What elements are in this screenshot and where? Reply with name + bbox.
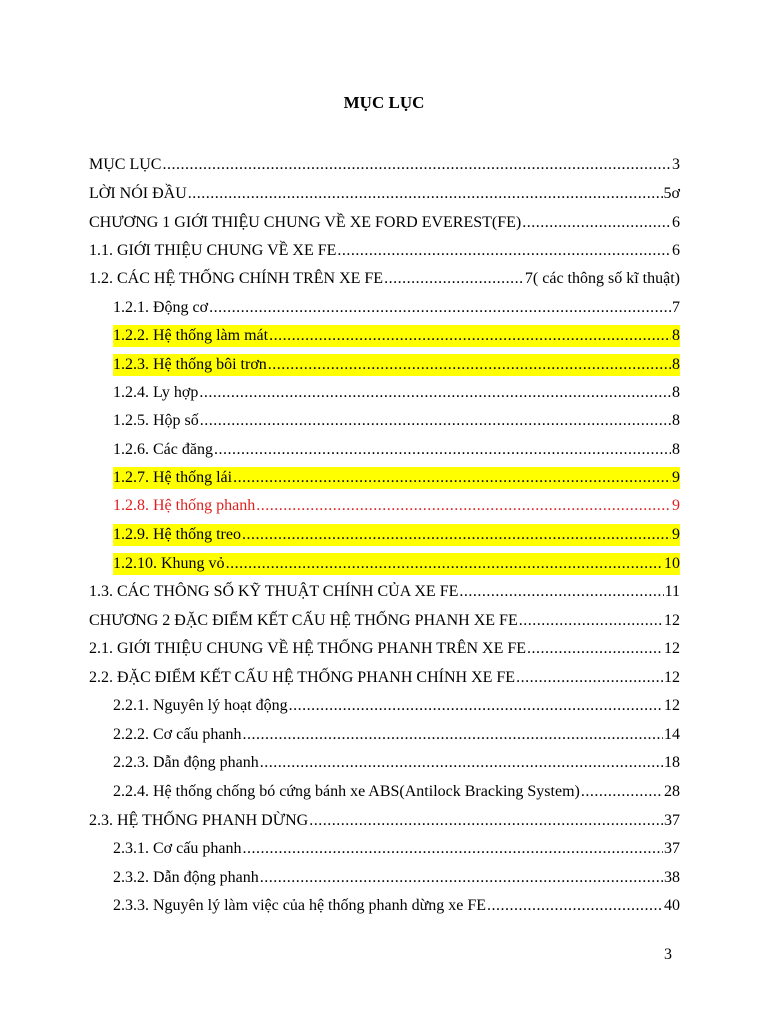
toc-entry-page: 18 <box>664 754 680 771</box>
page-number: 3 <box>664 946 672 963</box>
toc-entry-page: 10 <box>664 555 680 572</box>
toc-leader-dots <box>487 895 663 917</box>
toc-leader-dots <box>260 867 663 889</box>
toc-entry-page: 12 <box>664 697 680 714</box>
toc-entry-label: 1.1. GIỚI THIỆU CHUNG VỀ XE FE <box>89 242 337 259</box>
toc-entry-label: 2.2.3. Dẫn động phanh <box>113 754 259 771</box>
toc-entry-page: 38 <box>664 869 680 886</box>
toc-entry-label: 1.2.7. Hệ thống lái <box>113 469 233 486</box>
toc-entry-page: 7 <box>672 299 680 316</box>
toc-entry-highlighted[interactable] <box>113 553 680 575</box>
toc-leader-dots <box>260 752 663 774</box>
toc-leader-dots <box>516 667 663 689</box>
toc-entry-label: 2.1. GIỚI THIỆU CHUNG VỀ HỆ THỐNG PHANH TRÊN XE FE <box>89 640 527 657</box>
toc-entry-page: 6 <box>672 242 680 259</box>
toc-entry-label: 2.3.2. Dẫn động phanh <box>113 869 259 886</box>
toc-entry[interactable] <box>113 297 680 319</box>
toc-entry-label: 2.3.1. Cơ cấu phanh <box>113 840 242 857</box>
toc-entry-highlighted[interactable] <box>113 467 680 489</box>
toc-leader-dots <box>256 495 671 517</box>
toc-leader-dots <box>214 439 671 461</box>
toc-entry-page: 8 <box>672 356 680 373</box>
toc-entry-label: 2.2.4. Hệ thống chống bó cứng bánh xe ABS(Antilock Bracking System) <box>113 783 580 800</box>
toc-entry[interactable] <box>113 695 680 717</box>
toc-entry[interactable] <box>113 410 680 432</box>
toc-entry[interactable] <box>113 838 680 860</box>
toc-entry-highlighted[interactable] <box>113 524 680 546</box>
toc-entry-label: LỜI NÓI ĐẦU <box>89 185 187 202</box>
toc-leader-dots <box>162 154 671 176</box>
toc-leader-dots <box>581 781 663 803</box>
toc-entry-label: 1.2.6. Các đăng <box>113 441 213 458</box>
toc-entry[interactable] <box>113 781 680 803</box>
toc-entry-label: CHƯƠNG 1 GIỚI THIỆU CHUNG VỀ XE FORD EVEREST(FE) <box>89 214 522 231</box>
toc-entry-page: 5ơ <box>663 185 680 202</box>
toc-leader-dots <box>384 268 524 290</box>
toc-entry-page: 8 <box>672 327 680 344</box>
toc-entry-label: 1.2.4. Ly hợp <box>113 384 199 401</box>
toc-leader-dots <box>337 240 671 262</box>
toc-entry[interactable] <box>113 752 680 774</box>
toc-entry[interactable] <box>89 638 680 660</box>
toc-entry-page: 37 <box>664 840 680 857</box>
toc-leader-dots <box>242 524 671 546</box>
toc-entry-page: 14 <box>664 726 680 743</box>
toc-entry-page: 12 <box>664 640 680 657</box>
toc-leader-dots <box>309 810 663 832</box>
toc-entry-label: 1.2.10. Khung vỏ <box>113 555 225 572</box>
toc-leader-dots <box>289 695 663 717</box>
toc-entry[interactable] <box>89 212 680 234</box>
toc-entry-label: MỤC LỤC <box>89 156 162 173</box>
toc-leader-dots <box>242 838 663 860</box>
toc-entry-label: 2.3.3. Nguyên lý làm việc của hệ thống phanh dừng xe FE <box>113 897 487 914</box>
toc-leader-dots <box>242 724 663 746</box>
toc-entry-page: 9 <box>672 526 680 543</box>
page-title: MỤC LỤC <box>343 93 425 112</box>
toc-entry[interactable] <box>89 154 680 176</box>
toc-leader-dots <box>209 297 671 319</box>
toc-leader-dots <box>233 467 671 489</box>
toc-entry[interactable] <box>89 240 680 262</box>
toc-entry-page: 3 <box>672 156 680 173</box>
toc-entry[interactable] <box>113 724 680 746</box>
toc-entry-label: 1.2.5. Hộp số <box>113 412 199 429</box>
toc-entry-label: 1.2. CÁC HỆ THỐNG CHÍNH TRÊN XE FE <box>89 270 384 287</box>
toc-entry[interactable] <box>89 268 680 290</box>
toc-entry[interactable] <box>89 581 680 603</box>
toc-leader-dots <box>269 325 671 347</box>
toc-entry-page: 9 <box>672 469 680 486</box>
toc-leader-dots <box>226 553 663 575</box>
toc-leader-dots <box>200 410 671 432</box>
toc-entry[interactable] <box>113 895 680 917</box>
toc-entry[interactable] <box>89 667 680 689</box>
toc-entry-label: 1.3. CÁC THÔNG SỐ KỸ THUẬT CHÍNH CỦA XE FE <box>89 583 459 600</box>
toc-entry-label: 2.2.1. Nguyên lý hoạt động <box>113 697 288 714</box>
toc-entry-page: 12 <box>664 669 680 686</box>
toc-leader-dots <box>188 183 663 205</box>
toc-entry-page: 11 <box>664 583 680 600</box>
toc-entry-page: 37 <box>664 812 680 829</box>
toc-entry-page: 8 <box>672 412 680 429</box>
toc-entry-page: 6 <box>672 214 680 231</box>
toc-entry[interactable] <box>89 610 680 632</box>
toc-entry[interactable] <box>113 867 680 889</box>
toc-leader-dots <box>527 638 663 660</box>
toc-entry[interactable] <box>89 183 680 205</box>
toc-entry[interactable] <box>113 382 680 404</box>
toc-entry-page: 9 <box>672 497 680 514</box>
toc-entry-label: 2.3. HỆ THỐNG PHANH DỪNG <box>89 812 309 829</box>
toc-entry-label: 1.2.2. Hệ thống làm mát <box>113 327 269 344</box>
toc-leader-dots <box>268 354 671 376</box>
toc-entry-highlighted[interactable] <box>113 325 680 347</box>
toc-entry-page: 8 <box>672 384 680 401</box>
toc-leader-dots <box>199 382 671 404</box>
toc-entry-label: 2.2.2. Cơ cấu phanh <box>113 726 242 743</box>
toc-entry-label: 1.2.3. Hệ thống bôi trơn <box>113 356 267 373</box>
toc-entry-page: 28 <box>664 783 680 800</box>
toc-entry-label: 1.2.1. Động cơ <box>113 299 209 316</box>
toc-entry-page: 7( các thông số kĩ thuật) <box>524 270 680 287</box>
toc-leader-dots <box>522 212 671 234</box>
toc-entry-label: CHƯƠNG 2 ĐẶC ĐIỂM KẾT CẤU HỆ THỐNG PHANH XE FE <box>89 612 518 629</box>
toc-entry-page: 8 <box>672 441 680 458</box>
toc-entry-label: 1.2.8. Hệ thống phanh <box>113 497 256 514</box>
toc-entry[interactable] <box>113 439 680 461</box>
toc-entry[interactable] <box>89 810 680 832</box>
toc-entry-highlighted[interactable] <box>113 354 680 376</box>
toc-entry-label: 2.2. ĐẶC ĐIỂM KẾT CẤU HỆ THỐNG PHANH CHÍNH XE FE <box>89 669 516 686</box>
toc-entry-label: 1.2.9. Hệ thống treo <box>113 526 241 543</box>
toc-leader-dots <box>519 610 663 632</box>
toc-entry-page: 12 <box>664 612 680 629</box>
toc-leader-dots <box>459 581 663 603</box>
toc-entry-page: 40 <box>664 897 680 914</box>
toc-entry-red[interactable] <box>113 495 680 517</box>
